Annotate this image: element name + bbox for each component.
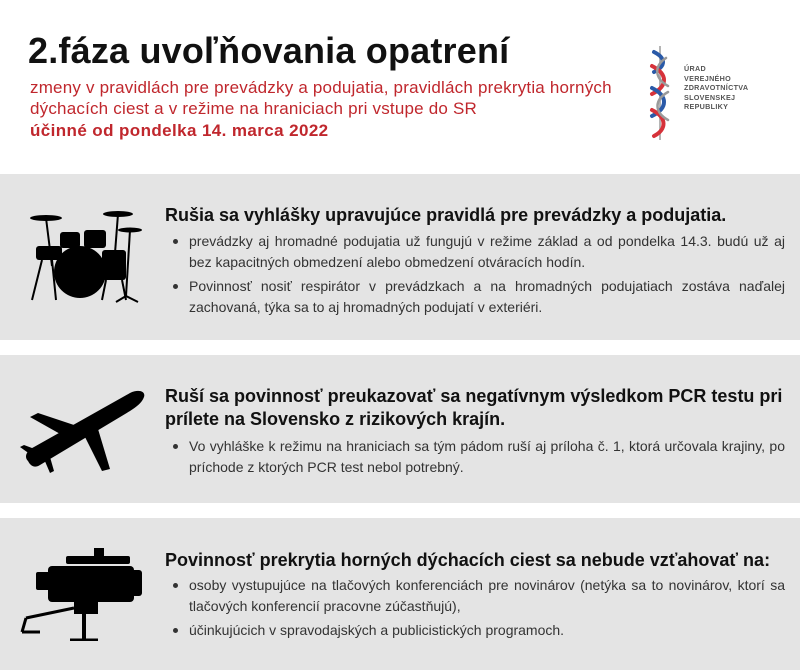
- logo-text: [684, 64, 748, 112]
- bullet-list: [165, 436, 785, 481]
- section-face-masks: [0, 518, 800, 670]
- list-item: prevádzky aj hromadné podujatia už fungujú v režime základ a od pondelka 14.3. budú už aj bez kapacitných obmedzení alebo obmedzení otváracích hodín.: [165, 231, 785, 273]
- section-heading: Povinnosť prekrytia horných dýchacích ciest sa nebude vzťahovať na:: [165, 550, 771, 570]
- logo-line: ÚRAD: [684, 64, 706, 73]
- logo-line: REPUBLIKY: [684, 102, 729, 112]
- list-item: osoby vystupujúce na tlačových konferenciách pre novinárov (netýka sa to novinárov, ktorí sa tlačových konferencií pracovne zúčastňujú),: [165, 575, 785, 617]
- list-item: účinkujúcich v spravodajských a publicistických programoch.: [165, 620, 785, 641]
- page-subtitle: zmeny v pravidlách pre prevádzky a podujatia, pravidlách prekrytia horných dýchacích ciest a v režime na hraniciach pri vstupe do SR: [30, 78, 612, 118]
- section-border: [0, 355, 800, 503]
- header: [0, 0, 800, 172]
- section-events: [0, 174, 800, 340]
- bullet-list: [165, 231, 785, 321]
- video-camera-icon: [18, 546, 148, 641]
- logo-line: ZDRAVOTNÍCTVA: [684, 83, 749, 93]
- drum-kit-icon: [22, 206, 147, 306]
- section-heading: Rušia sa vyhlášky upravujúce pravidlá pre prevádzky a podujatia.: [165, 205, 727, 225]
- list-item: Povinnosť nosiť respirátor v prevádzkach a na hromadných podujatiach zostáva naďalej zachovaná, týka sa to aj hromadných podujatí v exteriéri.: [165, 276, 785, 318]
- logo-line: SLOVENSKEJ: [684, 92, 736, 102]
- bullet-list: [165, 575, 785, 644]
- page-title: 2.fáza uvoľňovania opatrení: [28, 30, 510, 71]
- logo-line: VEREJNÉHO: [684, 73, 732, 83]
- uvz-logo: [640, 44, 790, 144]
- effective-date: účinné od pondelka 14. marca 2022: [30, 121, 329, 140]
- section-heading: Ruší sa povinnosť preukazovať sa negatívnym výsledkom PCR testu pri prílete na Slovensko z rizikových krajín.: [165, 386, 783, 429]
- airplane-icon: [18, 385, 148, 475]
- caduceus-icon: [640, 44, 680, 144]
- list-item: Vo vyhláške k režimu na hraniciach sa tým pádom ruší aj príloha č. 1, ktorá určovala krajiny, po príchode z ktorých PCR test nebol potrebný.: [165, 436, 785, 478]
